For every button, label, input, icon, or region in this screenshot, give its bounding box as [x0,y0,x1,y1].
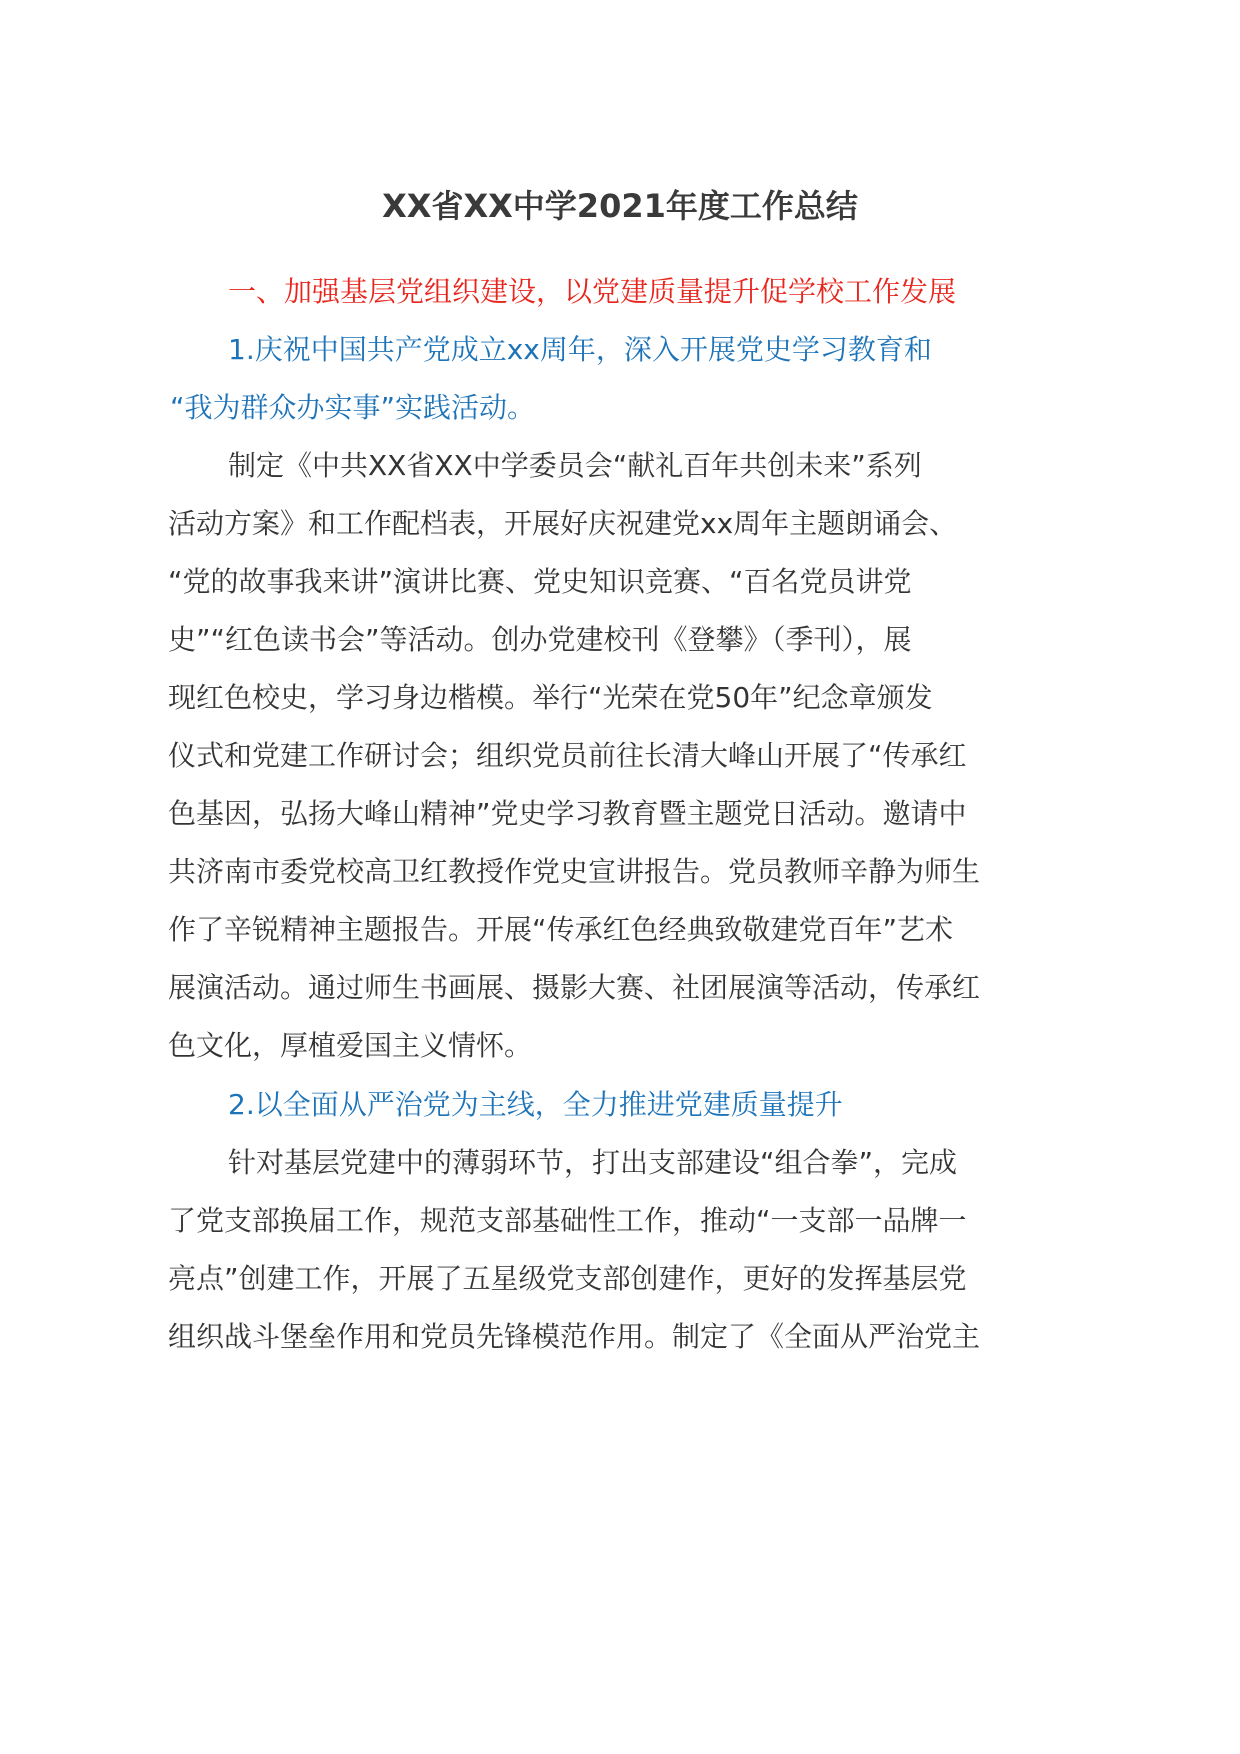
subheading-line: 2.以全面从严治党为主线，全力推进党建质量提升 [228,1088,843,1121]
document-title: XX省XX中学2021年度工作总结 [382,187,858,225]
paragraph-line: “党的故事我来讲”演讲比赛、党史知识竞赛、“百名党员讲党 [168,565,912,598]
paragraph-line: 展演活动。通过师生书画展、摄影大赛、社团展演等活动，传承红 [168,971,981,1004]
paragraph-line: 色文化，厚植爱国主义情怀。 [168,1029,533,1062]
paragraph-line: 针对基层党建中的薄弱环节，打出支部建设“组合拳”，完成 [228,1146,958,1179]
subheading-line: “我为群众办实事”实践活动。 [170,391,536,424]
paragraph-line: 共济南市委党校高卫红教授作党史宣讲报告。党员教师辛静为师生 [168,855,981,888]
paragraph-line: 史”“红色读书会”等活动。创办党建校刊《登攀》（季刊），展 [168,623,912,656]
paragraph-line: 亮点”创建工作，开展了五星级党支部创建作，更好的发挥基层党 [168,1262,967,1295]
paragraph-line: 制定《中共XX省XX中学委员会“献礼百年共创未来”系列 [228,449,922,482]
paragraph-line: 仪式和党建工作研讨会；组织党员前往长清大峰山开展了“传承红 [168,739,967,772]
paragraph-line: 了党支部换届工作，规范支部基础性工作，推动“一支部一品牌一 [168,1204,967,1237]
subheading-line: 1.庆祝中国共产党成立xx周年，深入开展党史学习教育和 [228,333,932,366]
paragraph-line: 活动方案》和工作配档表，开展好庆祝建党xx周年主题朗诵会、 [168,507,958,540]
paragraph-line: 作了辛锐精神主题报告。开展“传承红色经典致敬建党百年”艺术 [168,913,954,946]
paragraph-line: 现红色校史，学习身边楷模。举行“光荣在党50年”纪念章颁发 [168,681,933,714]
section-heading: 一、加强基层党组织建设，以党建质量提升促学校工作发展 [228,275,957,308]
paragraph-line: 组织战斗堡垒作用和党员先锋模范作用。制定了《全面从严治党主 [168,1320,981,1353]
paragraph-line: 色基因，弘扬大峰山精神”党史学习教育暨主题党日活动。邀请中 [168,797,967,830]
